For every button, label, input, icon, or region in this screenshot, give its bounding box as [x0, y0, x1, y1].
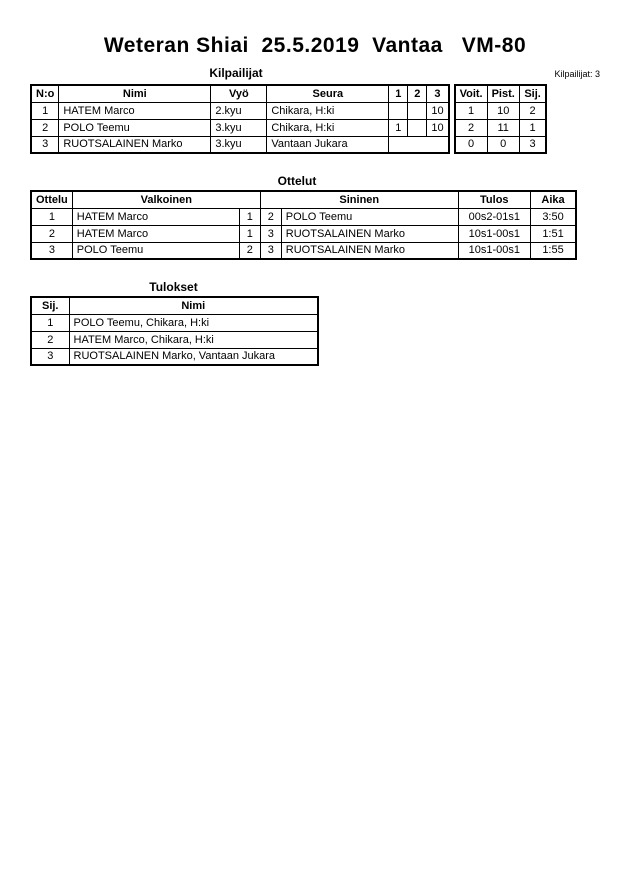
- match-row: [31, 225, 576, 242]
- col-header-result: Tulos: [458, 191, 530, 208]
- match-time: 1:51: [530, 225, 576, 242]
- match-blue-no: 3: [260, 225, 281, 242]
- match-result: 00s2-01s1: [458, 208, 530, 225]
- competitor-belt: 2.kyu: [211, 102, 267, 119]
- match-white-name: HATEM Marco: [72, 225, 239, 242]
- match-time: 3:50: [530, 208, 576, 225]
- competitor-count-label: Kilpailijat: 3: [554, 69, 600, 79]
- competitor-no: 3: [31, 136, 59, 153]
- competitor-points: 10: [487, 102, 519, 119]
- competitor-wins: 1: [455, 102, 488, 119]
- competitors-header-row: [31, 85, 449, 102]
- competitor-place: 2: [519, 102, 546, 119]
- match-row: [31, 208, 576, 225]
- col-header-points: Pist.: [487, 85, 519, 102]
- competitors-tables: [30, 84, 600, 154]
- result-name: POLO Teemu, Chikara, H:ki: [69, 314, 318, 331]
- competitor-club: Chikara, H:ki: [267, 102, 389, 119]
- competitors-section-title: Kilpailijat: [209, 66, 263, 80]
- competitors-section-header: [30, 66, 600, 82]
- summary-row: [455, 136, 547, 153]
- match-blue-name: RUOTSALAINEN Marko: [281, 225, 458, 242]
- col-header-round2: 2: [408, 85, 427, 102]
- competitors-summary-table: [454, 84, 548, 154]
- match-time: 1:55: [530, 242, 576, 259]
- competitor-no: 1: [31, 102, 59, 119]
- summary-header-row: [455, 85, 547, 102]
- results-header-row: [31, 297, 318, 314]
- col-header-result-name: Nimi: [69, 297, 318, 314]
- competitor-points: 0: [487, 136, 519, 153]
- col-header-no: N:o: [31, 85, 59, 102]
- col-header-belt: Vyö: [211, 85, 267, 102]
- match-row: [31, 242, 576, 259]
- competitor-name: RUOTSALAINEN Marko: [59, 136, 211, 153]
- competitor-scores-empty: [389, 136, 449, 153]
- competitor-score-1: 1: [389, 119, 408, 136]
- results-table: [30, 296, 319, 366]
- result-name: HATEM Marco, Chikara, H:ki: [69, 331, 318, 348]
- competitor-row: [31, 102, 449, 119]
- competitor-no: 2: [31, 119, 59, 136]
- competitor-row: [31, 136, 449, 153]
- competitor-score-2: [408, 119, 427, 136]
- col-header-wins: Voit.: [455, 85, 488, 102]
- result-place: 1: [31, 314, 69, 331]
- match-result: 10s1-00s1: [458, 242, 530, 259]
- col-header-club: Seura: [267, 85, 389, 102]
- result-place: 3: [31, 348, 69, 365]
- competitor-place: 3: [519, 136, 546, 153]
- result-row: [31, 331, 318, 348]
- matches-table: [30, 190, 577, 260]
- summary-row: [455, 119, 547, 136]
- competitor-points: 11: [487, 119, 519, 136]
- col-header-round3: 3: [427, 85, 449, 102]
- competitor-name: POLO Teemu: [59, 119, 211, 136]
- col-header-time: Aika: [530, 191, 576, 208]
- result-row: [31, 314, 318, 331]
- col-header-round1: 1: [389, 85, 408, 102]
- matches-header-row: [31, 191, 576, 208]
- summary-row: [455, 102, 547, 119]
- matches-section-title: Ottelut: [277, 174, 317, 188]
- competitors-table: [30, 84, 450, 154]
- result-place: 2: [31, 331, 69, 348]
- competitor-wins: 2: [455, 119, 488, 136]
- match-no: 2: [31, 225, 72, 242]
- competitor-belt: 3.kyu: [211, 136, 267, 153]
- competitor-score-3: 10: [427, 102, 449, 119]
- col-header-match: Ottelu: [31, 191, 72, 208]
- competitor-score-3: 10: [427, 119, 449, 136]
- match-white-no: 1: [239, 225, 260, 242]
- match-white-no: 1: [239, 208, 260, 225]
- result-row: [31, 348, 318, 365]
- competitor-row: [31, 119, 449, 136]
- match-white-no: 2: [239, 242, 260, 259]
- match-blue-no: 3: [260, 242, 281, 259]
- competitor-name: HATEM Marco: [59, 102, 211, 119]
- competitor-score-2: [408, 102, 427, 119]
- competitor-wins: 0: [455, 136, 488, 153]
- competitor-club: Vantaan Jukara: [267, 136, 389, 153]
- competitor-belt: 3.kyu: [211, 119, 267, 136]
- page-title: Weteran Shiai 25.5.2019 Vantaa VM-80: [103, 34, 527, 57]
- competitor-score-1: [389, 102, 408, 119]
- match-no: 3: [31, 242, 72, 259]
- match-blue-name: POLO Teemu: [281, 208, 458, 225]
- result-name: RUOTSALAINEN Marko, Vantaan Jukara: [69, 348, 318, 365]
- competitor-place: 1: [519, 119, 546, 136]
- competitor-club: Chikara, H:ki: [267, 119, 389, 136]
- results-section-title: Tulokset: [149, 280, 198, 294]
- match-white-name: HATEM Marco: [72, 208, 239, 225]
- col-header-white: Valkoinen: [72, 191, 260, 208]
- col-header-name: Nimi: [59, 85, 211, 102]
- match-result: 10s1-00s1: [458, 225, 530, 242]
- col-header-result-place: Sij.: [31, 297, 69, 314]
- match-white-name: POLO Teemu: [72, 242, 239, 259]
- col-header-blue: Sininen: [260, 191, 458, 208]
- match-no: 1: [31, 208, 72, 225]
- match-blue-name: RUOTSALAINEN Marko: [281, 242, 458, 259]
- col-header-place: Sij.: [519, 85, 546, 102]
- match-blue-no: 2: [260, 208, 281, 225]
